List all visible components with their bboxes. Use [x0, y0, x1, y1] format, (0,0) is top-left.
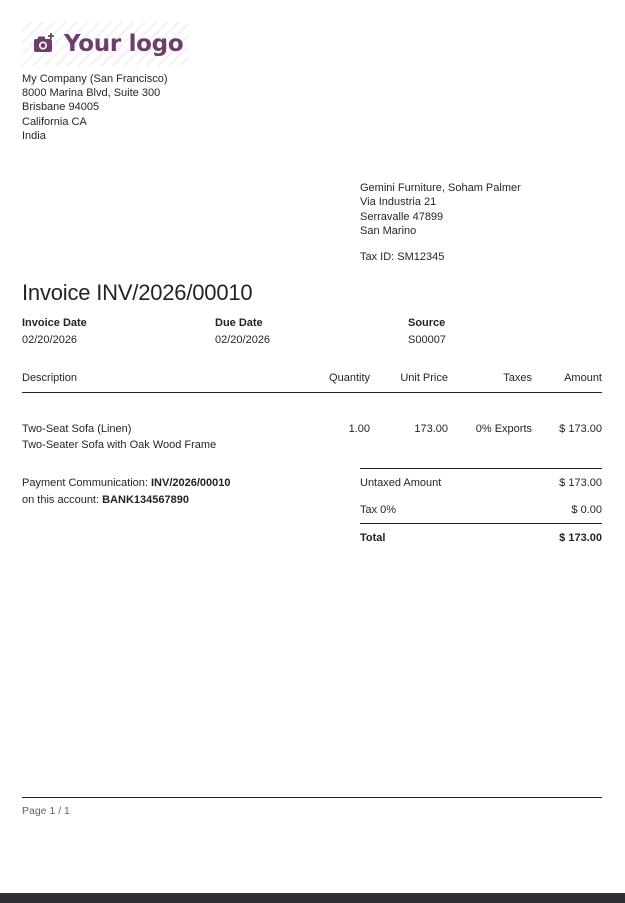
total-label: Total: [360, 532, 386, 544]
due-date-value: 02/20/2026: [215, 334, 271, 346]
customer-address-line: Gemini Furniture, Soham Palmer: [360, 182, 521, 194]
header-taxes: Taxes: [503, 372, 532, 384]
source-value: S00007: [408, 334, 446, 346]
viewer-bottom-bar: [0, 893, 625, 903]
payment-info: [22, 475, 231, 509]
line-unit-price: 173.00: [414, 423, 448, 435]
invoice-lines-table: [22, 370, 602, 451]
source-block: [408, 317, 446, 346]
tax-row: [360, 496, 602, 523]
payment-communication-value: INV/2026/00010: [151, 477, 231, 489]
payment-account-label: on this account:: [22, 494, 103, 506]
payment-account-value: BANK134567890: [102, 494, 189, 506]
camera-icon: [32, 32, 56, 56]
header-amount: Amount: [564, 372, 602, 384]
header-description: Description: [22, 372, 78, 384]
logo-text: Your logo: [64, 31, 184, 57]
customer-address-line: San Marino: [360, 225, 417, 238]
tax-value: $ 0.00: [571, 504, 602, 516]
untaxed-amount-value: $ 173.00: [559, 477, 602, 489]
untaxed-amount-label: Untaxed Amount: [360, 477, 442, 489]
company-logo: [22, 22, 188, 66]
due-date-label: Due Date: [215, 317, 263, 329]
line-quantity: 1.00: [348, 423, 370, 435]
source-label: Source: [408, 317, 446, 329]
header-quantity: Quantity: [329, 372, 370, 384]
total-row: [360, 523, 602, 551]
customer-tax-id: Tax ID: SM12345: [360, 250, 445, 263]
tax-label: Tax 0%: [360, 504, 397, 516]
invoice-date-value: 02/20/2026: [22, 334, 78, 346]
customer-address-line: Serravalle 47899: [360, 210, 444, 223]
line-taxes: 0% Exports: [475, 423, 532, 435]
table-row: [22, 393, 602, 451]
company-address-line: India: [22, 129, 46, 142]
company-address-line: 8000 Marina Blvd, Suite 300: [22, 87, 161, 100]
customer-address: [360, 181, 521, 264]
payment-account: [22, 492, 231, 509]
company-address-line: California CA: [22, 115, 87, 128]
invoice-title: Invoice INV/2026/00010: [22, 280, 253, 305]
footer-divider: [22, 797, 602, 798]
invoice-date-block: [22, 317, 87, 346]
company-address-line: My Company (San Francisco): [22, 73, 168, 85]
customer-address-line: Via Industria 21: [360, 196, 437, 209]
untaxed-amount-row: [360, 469, 602, 496]
payment-communication-label: Payment Communication:: [22, 477, 151, 489]
line-description-detail: Two-Seater Sofa with Oak Wood Frame: [22, 439, 217, 451]
company-address: [22, 72, 168, 143]
line-amount: $ 173.00: [559, 423, 602, 435]
table-header: [22, 370, 602, 393]
payment-communication: [22, 475, 231, 492]
line-description: Two-Seat Sofa (Linen): [22, 423, 132, 435]
page-number: Page 1 / 1: [22, 805, 70, 817]
company-address-line: Brisbane 94005: [22, 101, 100, 114]
header-unit-price: Unit Price: [400, 372, 448, 384]
totals-table: [360, 468, 602, 551]
due-date-block: [215, 317, 270, 346]
total-value: $ 173.00: [559, 532, 602, 544]
invoice-date-label: Invoice Date: [22, 317, 87, 329]
